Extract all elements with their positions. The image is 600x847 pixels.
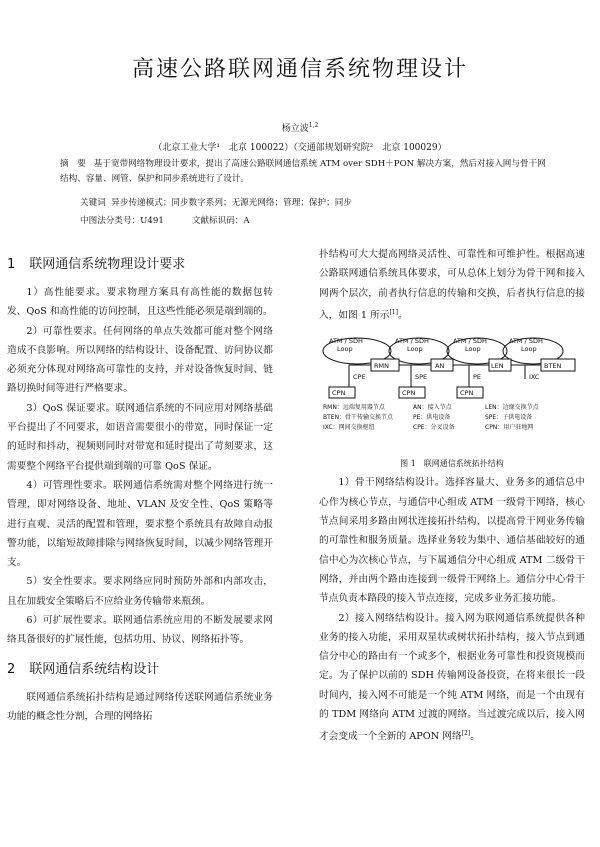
- left-column: [7, 245, 273, 726]
- paragraph: 4）可管理性要求。联网通信系统需对整个网络进行统一管理，即对网络设备、地址、VLAN 及安全性、QoS 策略等进行直观、灵活的配置和管理，要求整个系统具有故障自动报警功能，以缩短故障排除与网络恢复时间，以减少网络管理开支。: [7, 479, 273, 569]
- author-line: [0, 121, 600, 134]
- sub-ixc: IXC: [529, 373, 540, 382]
- keywords-label: 关键词: [80, 198, 106, 208]
- loop-label-2: ATM / SDH: [395, 337, 429, 346]
- paragraph-text: 2）接入网络结构设计。接入网为联网通信系统提供各种业务的接入功能，采用双星状或树状拓扑结构，接入节点到通信分中心的路由有一个或多个，根据业务可靠性和投资规模而定。为了保护以前的 SDH 传输网设备投资，在将来很长一段时间内，接入网不可能是一个纯 ATM 网络，而是一个由现有的 TDM 网络向 ATM 过渡的网络。当过渡完成以后，接入网才会变成一个全新的 APON 网络: [319, 612, 585, 743]
- loop-label-1: ATM / SDH: [329, 337, 363, 346]
- paragraph: 3）QoS 保证要求。联网通信系统的不同应用对网络基础平台提出了不同要求，如语音需要很小的带宽，同时保证一定的延时和抖动，视频则同时对带宽和延时提出了苛刻要求，这需要整个网络平台提供端到端的可靠 QoS 保证。: [7, 402, 273, 472]
- paragraph-end: 。: [470, 731, 480, 743]
- figure-caption: 图 1 联网通信系统拓扑结构: [400, 459, 504, 469]
- citation: [2]: [461, 730, 471, 738]
- legend-item: PE：供电设备: [413, 414, 451, 422]
- paper-title: 高速公路联网通信系统物理设计: [131, 57, 468, 82]
- legend-item: BTEN：骨干传输交换节点: [323, 414, 394, 422]
- class-number: 中图法分类号：U491: [80, 216, 164, 226]
- right-column: [319, 245, 585, 747]
- paragraph: 5）安全性要求。要求网络应同时预防外部和内部攻击，且在加载安全策略后不应给业务传输带来瓶颈。: [7, 576, 273, 607]
- legend-item: SPE：子供电设备: [485, 414, 533, 422]
- keywords-text: 异步传递模式；同步数字系列；无源光网络；管理；保护；同步: [111, 198, 352, 208]
- keywords: [80, 196, 550, 208]
- legend-row: [323, 423, 585, 433]
- loop-sub-1: Loop: [337, 345, 353, 354]
- loop-sub-4: Loop: [521, 345, 537, 354]
- sub-pe: PE: [473, 373, 482, 382]
- section-2-heading: [7, 658, 273, 682]
- citation: [1]: [389, 308, 398, 316]
- paragraph: 1）高性能要求。要求物理方案具有高性能的数据包转发、QoS 和高性能的访问控制，且这些性能必须是端到端的。: [7, 287, 273, 318]
- section-2-title: 联网通信系统结构设计: [29, 661, 160, 677]
- author-name: 杨立波: [281, 124, 309, 134]
- legend-item: CPN：用户驻地网: [485, 424, 534, 432]
- loop-label-3: ATM / SDH: [453, 337, 487, 346]
- loop-sub-3: Loop: [465, 345, 481, 354]
- cpn-label-2: CPN: [402, 389, 416, 398]
- legend-item: CPE：分叉设备: [413, 424, 455, 432]
- abstract-text: 基于宽带网络物理设计要求，提出了高速公路联网通信系统 ATM over SDH＋PON 解决方案，然后对接入网与骨干网结构、容量、网管、保护和同步系统进行了设计。: [60, 159, 546, 184]
- abstract: [60, 157, 550, 186]
- paragraph: 联网通信系统拓扑结构是通过网络传送联网通信系统业务功能的概念性分割，合理的网络拓: [7, 691, 273, 722]
- paragraph: 1）骨干网络结构设计。选择容量大、业务多的通信总中心作为核心节点，与通信中心组成 ATM 一级骨干网络，核心节点间采用多路由网状连接拓扑结构，以提高骨干网业务传输的可靠性和服务质量。选择业务较为集中、通信基础较好的通信中心为次核心节点，与下属通信分中心组成 ATM 二级骨干网络，并由两个路由连接到一级骨干网络上。通信分中心骨干节点负责本路段的接入节点连接，完成多业务汇接功能。: [319, 477, 585, 605]
- node-bten: BTEN: [544, 362, 562, 371]
- legend-row: [323, 413, 585, 423]
- paragraph: [319, 245, 585, 325]
- cpn-label-1: CPN: [332, 389, 346, 398]
- paragraph: 2）可靠性要求。任何网络的单点失效都可能对整个网络造成不良影响。所以网络的结构设计、设备配置、访问协议都必须充分体现对网络高可靠性的支持，并对设备恢复时间、链路切换时间等进行严格要求。: [7, 325, 273, 395]
- classification: [80, 214, 550, 226]
- legend-item: LEN：边缘交换节点: [485, 404, 539, 412]
- sub-cpe: CPE: [353, 373, 366, 382]
- loop-sub-2: Loop: [407, 345, 423, 354]
- section-1-heading: [7, 253, 273, 277]
- doc-code: 文献标识码：A: [191, 216, 250, 226]
- affiliation: （北京工业大学¹ 北京 100022）（交通部规划研究院² 北京 100029）: [153, 143, 447, 153]
- figure-1: [319, 329, 585, 457]
- legend-item: RMN：远端复用器节点: [323, 404, 385, 412]
- paragraph: 6）可扩展性要求。联网通信系统应用的不断发展要求网络具备很好的扩展性能，包括功用、协议、网络拓扑等。: [7, 615, 273, 646]
- author-sup: 1,2: [308, 122, 319, 129]
- paragraph-text: 扑结构可大大提高网络灵活性、可靠性和可维护性。根据高速公路联网通信系统具体要求，可从总体上划分为骨干网和接入网两个层次，前者执行信息的传输和交换，后者执行信息的接入，如图 1 所示: [319, 249, 585, 322]
- section-1-number: 1: [7, 257, 16, 272]
- loop-label-4: ATM / SDH: [509, 337, 543, 346]
- section-1-title: 联网通信系统物理设计要求: [29, 257, 186, 272]
- node-rmn: RMN: [374, 362, 389, 371]
- abstract-label: 摘 要: [60, 159, 86, 169]
- figure-legend: [323, 403, 585, 433]
- legend-item: AN：接入节点: [413, 404, 452, 412]
- node-len: LEN: [491, 362, 504, 371]
- paragraph-end: 。: [397, 310, 408, 322]
- sub-spe: SPE: [415, 373, 428, 382]
- cpn-label-3: CPN: [460, 389, 474, 398]
- legend-row: [323, 403, 585, 413]
- paragraph: [319, 609, 585, 747]
- legend-item: IXC：网间交换枢纽: [323, 424, 375, 432]
- node-an: AN: [435, 362, 445, 371]
- section-2-number: 2: [7, 661, 16, 677]
